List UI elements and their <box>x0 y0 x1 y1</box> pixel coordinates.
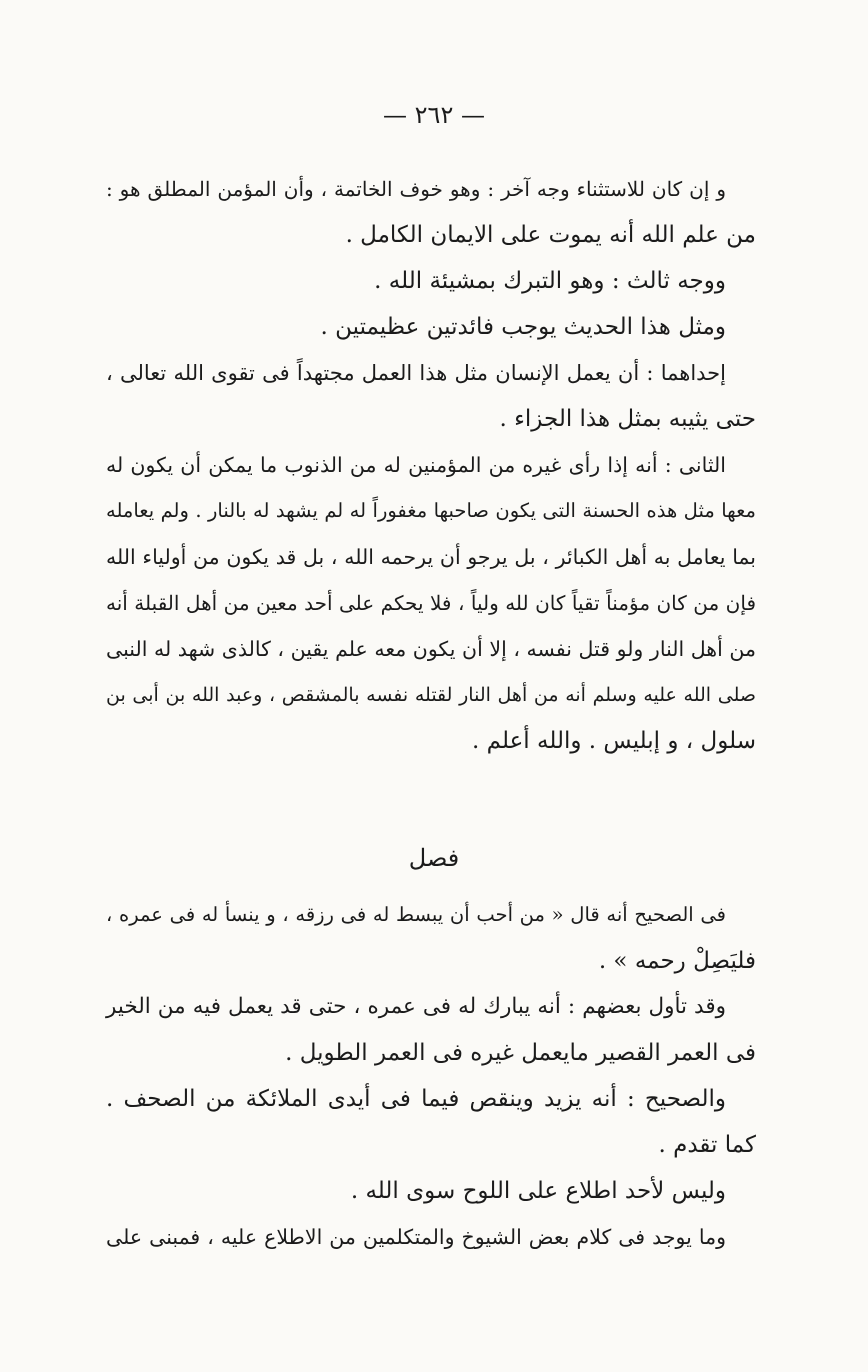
text-line: فى العمر القصير مايعمل غيره فى العمر الطويل . <box>285 1040 756 1066</box>
text-line: فليَصِلْ رحمه » . <box>598 948 756 974</box>
text-line: سلول ، و إبليس . والله أعلم . <box>472 728 756 754</box>
page-number: — ٢٦٢ — <box>383 101 485 129</box>
text-line: فى الصحيح أنه قال « من أحب أن يبسط له فى رزقه ، و ينسأ له فى عمره ، <box>106 903 726 926</box>
section-heading: فصل <box>408 844 460 872</box>
text-line: و إن كان للاستثناء وجه آخر : وهو خوف الخاتمة ، وأن المؤمن المطلق هو : <box>106 177 726 201</box>
text-line: إحداهما : أن يعمل الإنسان مثل هذا العمل مجتهداً فى تقوى الله تعالى ، <box>106 361 726 385</box>
text-line: وما يوجد فى كلام بعض الشيوخ والمتكلمين من الاطلاع عليه ، فمبنى على <box>106 1225 726 1249</box>
text-line: الثانى : أنه إذا رأى غيره من المؤمنين له من الذنوب ما يمكن أن يكون له <box>106 453 726 477</box>
text-line: فإن من كان مؤمناً تقياً كان لله ولياً ، فلا يحكم على أحد معين من أهل القبلة أنه <box>106 591 757 615</box>
text-block-lower <box>106 892 756 1260</box>
text-line: معها مثل هذه الحسنة التى يكون صاحبها مغفوراً له لم يشهد له بالنار . ولم يعامله <box>106 499 756 522</box>
text-line: صلى الله عليه وسلم أنه من أهل النار لقتله نفسه بالمشقص ، وعبد الله بن أبى بن <box>106 684 756 706</box>
text-block-upper <box>106 166 756 764</box>
text-line: حتى يثيبه بمثل هذا الجزاء . <box>499 406 756 432</box>
text-line: من أهل النار ولو قتل نفسه ، إلا أن يكون معه علم يقين ، كالذى شهد له النبى <box>106 637 756 661</box>
text-line: ومثل هذا الحديث يوجب فائدتين عظيمتين . <box>320 314 726 340</box>
text-line: كما تقدم . <box>658 1132 756 1158</box>
text-line: من علم الله أنه يموت على الايمان الكامل . <box>345 222 756 248</box>
text-line: وليس لأحد اطلاع على اللوح سوى الله . <box>350 1178 726 1204</box>
text-line: والصحيح : أنه يزيد وينقص فيما فى أيدى الملائكة من الصحف . <box>106 1086 726 1112</box>
text-line: ووجه ثالث : وهو التبرك بمشيئة الله . <box>374 268 726 294</box>
text-line: بما يعامل به أهل الكبائر ، بل يرجو أن يرحمه الله ، بل قد يكون من أولياء الله <box>106 545 756 569</box>
text-line: وقد تأول بعضهم : أنه يبارك له فى عمره ، حتى قد يعمل فيه من الخير <box>106 994 726 1019</box>
